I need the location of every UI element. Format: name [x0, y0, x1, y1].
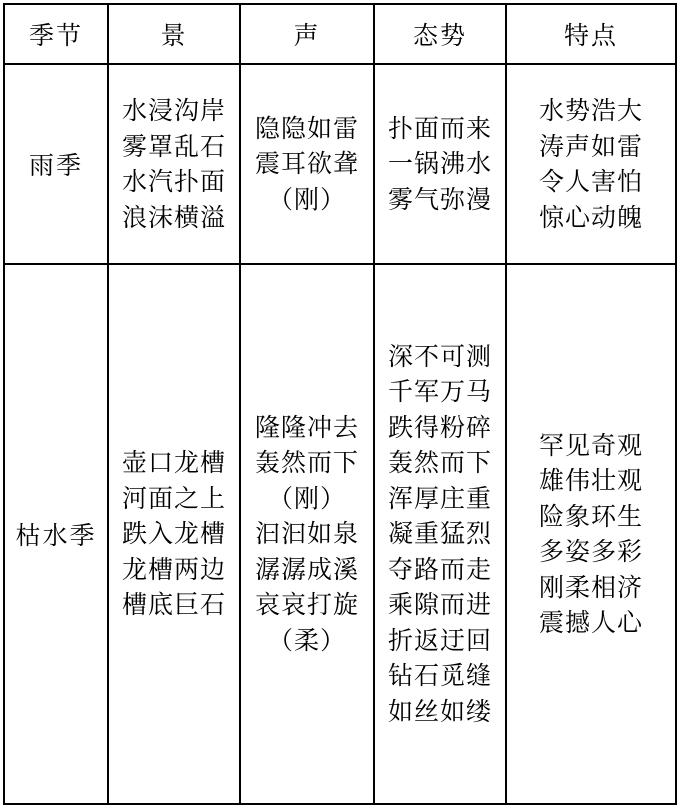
text-line: 河面之上 [121, 483, 226, 513]
text-line: 凝重猛烈 [387, 519, 492, 549]
text-line: 槽底巨石 [121, 590, 226, 620]
row-label-dry-season: 枯水季 [4, 264, 108, 804]
text-line: 罕见奇观 [538, 430, 643, 460]
table-header [4, 4, 676, 64]
text-line: 跌入龙槽 [121, 519, 226, 549]
text-block [243, 111, 371, 218]
text-line: 刚柔相济 [538, 572, 643, 602]
table-header-row [4, 4, 676, 64]
text-line: 千军万马 [387, 377, 492, 407]
table-row [4, 64, 676, 264]
text-line: （刚） [267, 483, 346, 513]
column-header-season: 季节 [4, 4, 108, 64]
text-line: 潺潺成溪 [254, 554, 359, 584]
comparison-table [3, 3, 677, 805]
text-line: 轰然而下 [387, 448, 492, 478]
text-line: （柔） [267, 625, 346, 655]
text-line: 惊心动魄 [538, 202, 643, 232]
cell-state-dry [374, 264, 506, 804]
text-block [509, 93, 673, 235]
text-line: 水势浩大 [538, 96, 643, 125]
text-line: 龙槽两边 [121, 554, 226, 584]
cell-feature-rainy [506, 64, 676, 264]
column-header-sound: 声 [240, 4, 374, 64]
text-block [377, 111, 503, 218]
text-line: 雾罩乱石 [121, 131, 226, 161]
text-line: 令人害怕 [538, 167, 643, 196]
text-line: 涛声如雷 [538, 131, 643, 161]
text-line: 多姿多彩 [538, 537, 643, 566]
text-line: 隆隆冲去 [254, 412, 359, 442]
text-line: 汩汩如泉 [254, 519, 359, 549]
text-line: 雄伟壮观 [538, 466, 643, 495]
text-line: 扑面而来 [387, 113, 492, 143]
text-line: 壶口龙槽 [121, 448, 226, 478]
text-line: 轰然而下 [254, 448, 359, 478]
cell-scene-rainy [108, 64, 240, 264]
text-line: 浑厚庄重 [387, 483, 492, 513]
text-block [509, 428, 673, 641]
table-body [4, 64, 676, 804]
row-label-rainy-season: 雨季 [4, 64, 108, 264]
text-line: 雾气弥漫 [387, 184, 492, 214]
table-row [4, 264, 676, 804]
text-block [243, 516, 371, 658]
text-line: 震耳欲聋 [254, 149, 359, 179]
text-line: 乘隙而进 [387, 590, 492, 620]
cell-sound-dry [240, 264, 374, 804]
text-line: 隐隐如雷 [254, 113, 359, 143]
text-line: 深不可测 [387, 341, 492, 371]
text-line: （刚） [267, 184, 346, 214]
text-line: 水汽扑面 [121, 167, 226, 196]
cell-sound-rainy [240, 64, 374, 264]
column-header-scene: 景 [108, 4, 240, 64]
text-block [111, 445, 237, 623]
text-line: 水浸沟岸 [121, 96, 226, 125]
text-line: 险象环生 [538, 501, 643, 531]
text-line: 浪沫横溢 [121, 202, 226, 232]
text-line: 如丝如缕 [387, 696, 492, 726]
text-block [243, 410, 371, 517]
text-line: 钻石觅缝 [387, 661, 492, 691]
cell-scene-dry [108, 264, 240, 804]
cell-feature-dry [506, 264, 676, 804]
text-line: 哀哀打旋 [254, 590, 359, 620]
text-line: 震撼人心 [538, 608, 643, 637]
text-line: 折返迂回 [387, 625, 492, 655]
text-line: 一锅沸水 [387, 149, 492, 179]
text-block [377, 339, 503, 730]
column-header-state: 态势 [374, 4, 506, 64]
column-header-feature: 特点 [506, 4, 676, 64]
text-line: 跌得粉碎 [387, 412, 492, 442]
text-line: 夺路而走 [387, 554, 492, 584]
text-block [111, 93, 237, 235]
cell-state-rainy [374, 64, 506, 264]
